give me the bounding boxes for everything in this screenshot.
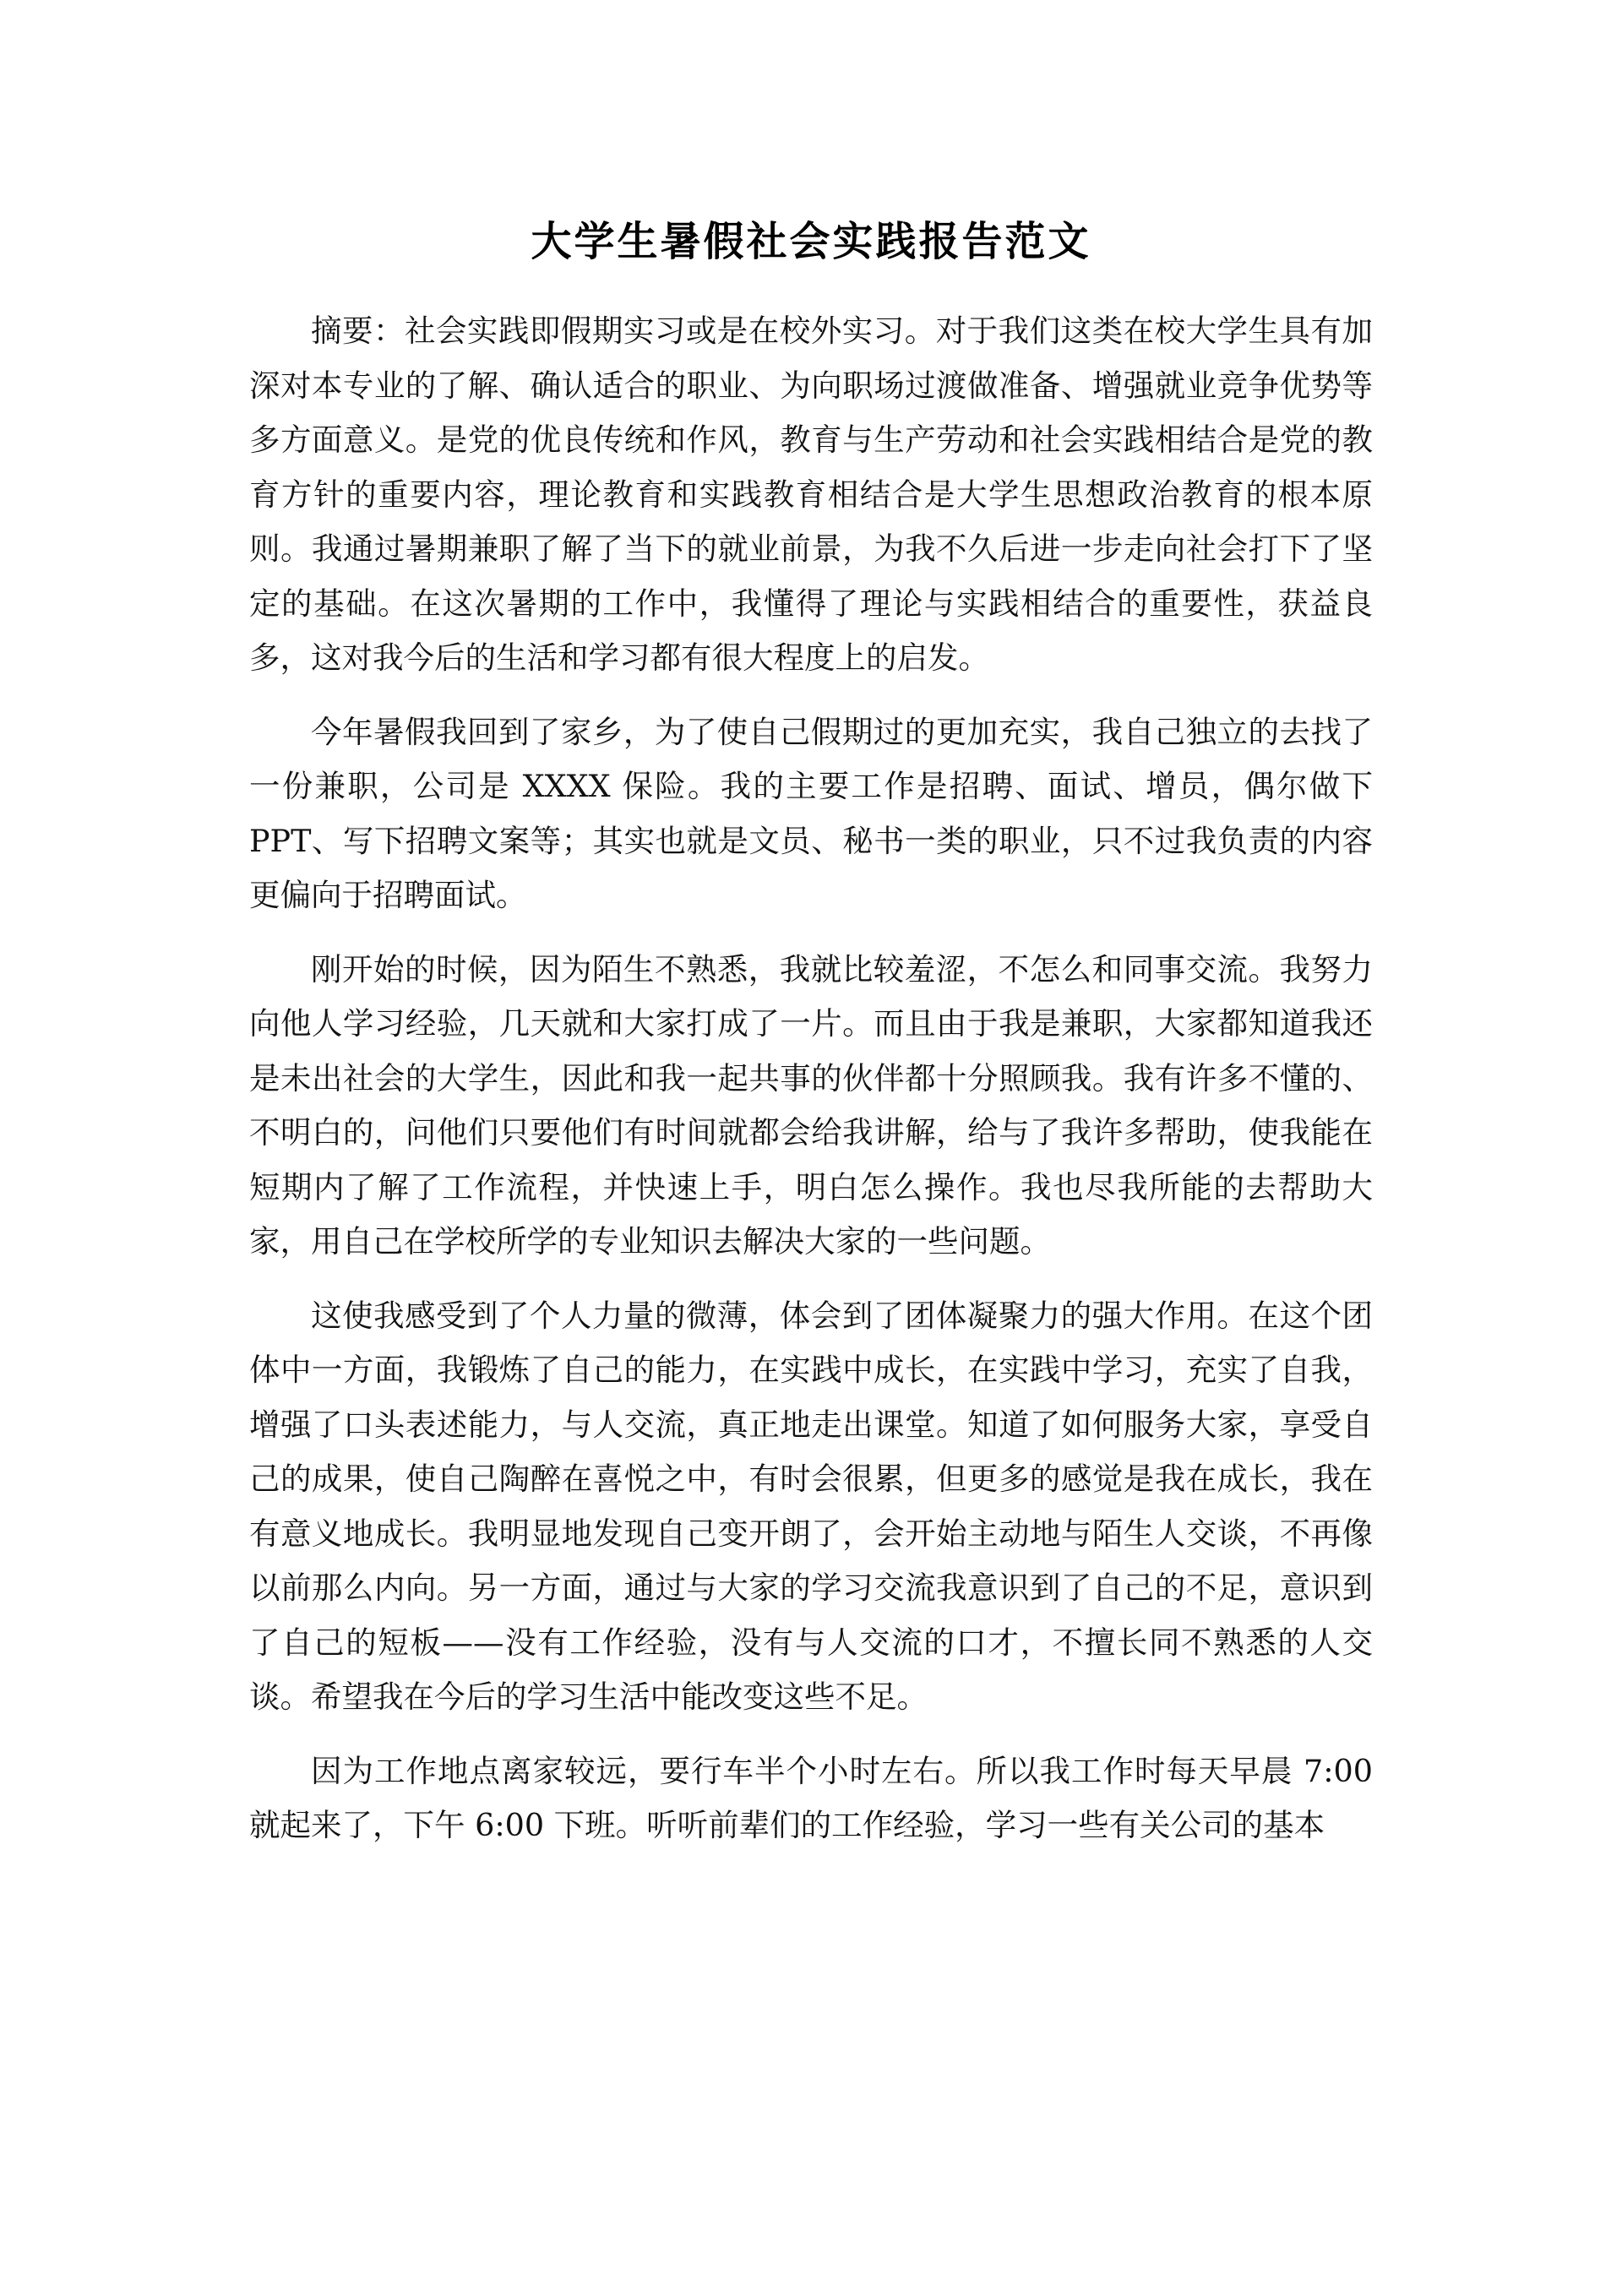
document-title: 大学生暑假社会实践报告范文 [531,218,1091,265]
paragraph-team-growth: 这使我感受到了个人力量的微薄，体会到了团体凝聚力的强大作用。在这个团体中一方面，我锻炼了自己的能力，在实践中成长，在实践中学习，充实了自我，增强了口头表述能力，与人交流，真正地走出课堂。知道了如何服务大家，享受自己的成果，使自己陶醉在喜悦之中，有时会很累，但更多的感觉是我在成长，我在有意义地成长。我明显地发现自己变开朗了，会开始主动地与陌生人交谈，不再像以前那么内向。另一方面，通过与大家的学习交流我意识到了自己的不足，意识到了自己的短板——没有工作经验，没有与人交流的口才，不擅长同不熟悉的人交谈。希望我在今后的学习生活中能改变这些不足。 [249,1297,1373,1715]
paragraph-starting-out: 刚开始的时候，因为陌生不熟悉，我就比较羞涩，不怎么和同事交流。我努力向他人学习经验，几天就和大家打成了一片。而且由于我是兼职，大家都知道我还是未出社会的大学生，因此和我一起共事的伙伴都十分照顾我。我有许多不懂的、不明白的，问他们只要他们有时间就都会给我讲解，给与了我许多帮助，使我能在短期内了解了工作流程，并快速上手，明白怎么操作。我也尽我所能的去帮助大家，用自己在学校所学的专业知识去解决大家的一些问题。 [249,950,1373,1260]
paragraph-abstract: 摘要：社会实践即假期实习或是在校外实习。对于我们这类在校大学生具有加深对本专业的了解、确认适合的职业、为向职场过渡做准备、增强就业竞争优势等多方面意义。是党的优良传统和作风，教育与生产劳动和社会实践相结合是党的教育方针的重要内容，理论教育和实践教育相结合是大学生思想政治教育的根本原则。我通过暑期兼职了解了当下的就业前景，为我不久后进一步走向社会打下了坚定的基础。在这次暑期的工作中，我懂得了理论与实践相结合的重要性，获益良多，这对我今后的生活和学习都有很大程度上的启发。 [249,313,1373,676]
paragraph-summer-job: 今年暑假我回到了家乡，为了使自己假期过的更加充实，我自己独立的去找了一份兼职，公司是 XXXX 保险。我的主要工作是招聘、面试、增员，偶尔做下 PPT、写下招聘文案等；其实也就是文员、秘书一类的职业，只不过我负责的内容更偏向于招聘面试。 [249,713,1373,913]
paragraph-daily-schedule: 因为工作地点离家较远，要行车半个小时左右。所以我工作时每天早晨 7:00 就起来了，下午 6:00 下班。听听前辈们的工作经验，学习一些有关公司的基本 [249,1752,1373,1843]
document-body [249,304,1373,1873]
